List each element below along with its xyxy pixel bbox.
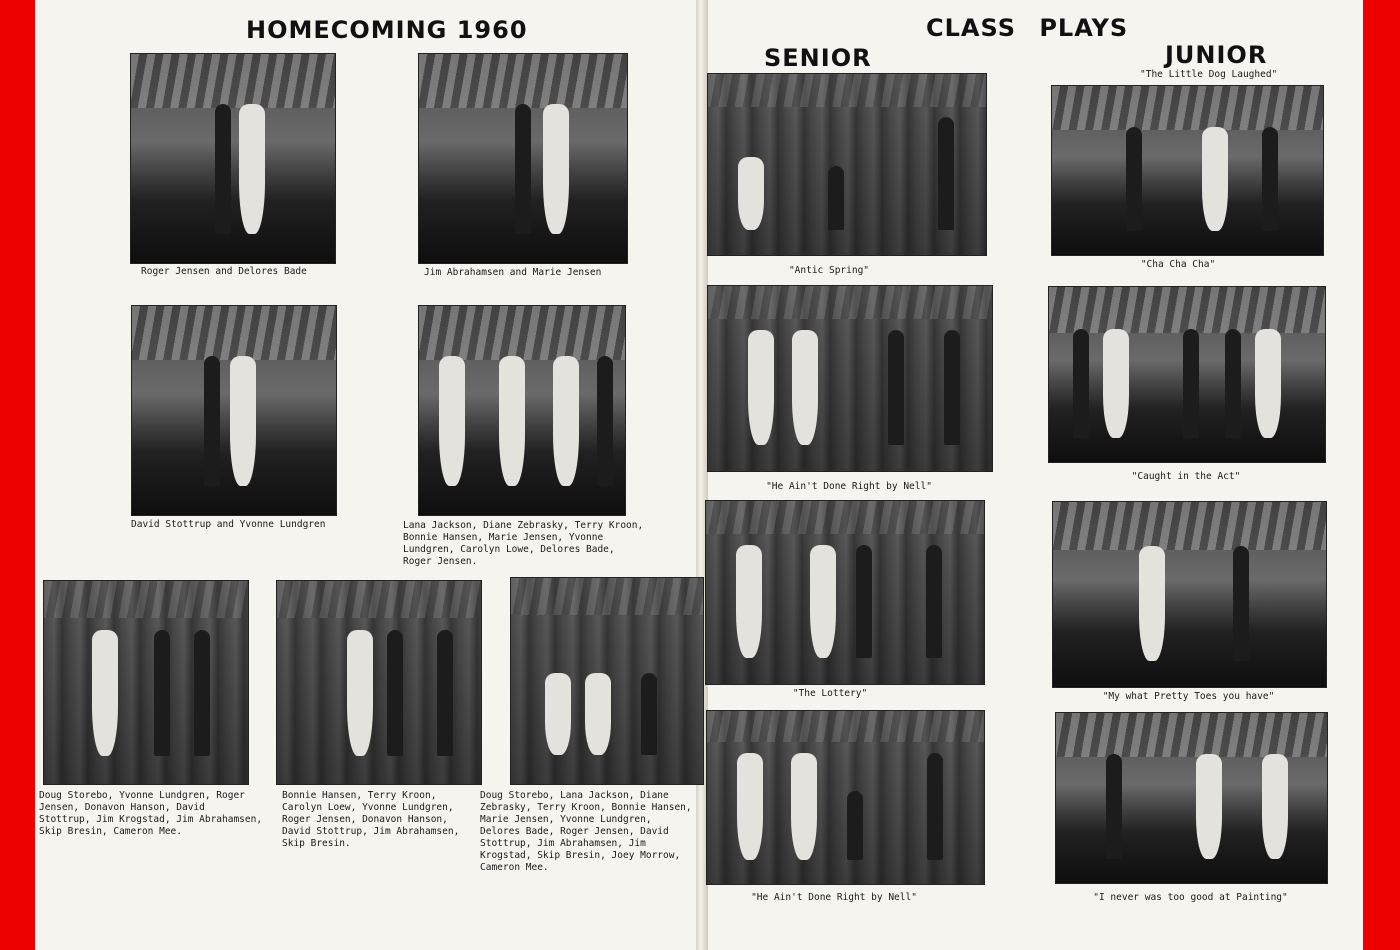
actor-figure <box>1225 329 1241 438</box>
junior-play-subtitle: "The Little Dog Laughed" <box>1140 69 1278 80</box>
senior-play-photo-4 <box>706 710 985 885</box>
suit-figure <box>387 630 403 756</box>
gown-figure <box>92 630 118 756</box>
actor-figure <box>738 157 764 229</box>
actor-figure <box>1126 127 1142 232</box>
homecoming-photo-4 <box>418 305 626 516</box>
gown-figure <box>585 673 611 755</box>
actor-figure <box>737 753 763 860</box>
homecoming-photo-6 <box>276 580 482 785</box>
homecoming-photo-5 <box>43 580 249 785</box>
actor-figure <box>1139 546 1165 661</box>
junior-play-caption-1: "Cha Cha Cha" <box>1140 259 1216 270</box>
homecoming-photo-2 <box>418 53 628 264</box>
suit-figure <box>437 630 453 756</box>
senior-play-caption-2: "He Ain't Done Right by Nell" <box>766 481 932 492</box>
actor-figure <box>1262 754 1288 859</box>
couple-figure <box>215 104 231 234</box>
class-plays-title: CLASS PLAYS <box>926 14 1129 42</box>
senior-play-caption-1: "Antic Spring" <box>788 265 870 276</box>
actor-figure <box>847 791 863 860</box>
actor-figure <box>791 753 817 860</box>
junior-play-caption-2: "Caught in the Act" <box>1131 471 1241 482</box>
homecoming-photo-7 <box>510 577 704 785</box>
gown-figure <box>545 673 571 755</box>
homecoming-caption-2: Jim Abrahamsen and Marie Jensen <box>424 267 602 278</box>
actor-figure <box>828 166 844 229</box>
homecoming-caption-1: Roger Jensen and Delores Bade <box>141 266 307 277</box>
actor-figure <box>938 117 954 229</box>
homecoming-caption-6: Bonnie Hansen, Terry Kroon, Carolyn Loew, Yvonne Lundgren, Roger Jensen, Donavon Hanson, David Stottrup, Jim Abrahamsen, Skip Bresin. <box>282 790 460 849</box>
senior-play-photo-2 <box>707 285 993 472</box>
junior-play-photo-2 <box>1048 286 1326 463</box>
homecoming-photo-1 <box>130 53 336 264</box>
actor-figure <box>1262 127 1278 232</box>
junior-play-photo-3 <box>1052 501 1327 688</box>
homecoming-caption-4: Lana Jackson, Diane Zebrasky, Terry Kroon, Bonnie Hansen, Marie Jensen, Yvonne Lundgren, Carolyn Lowe, Delores Bade, Roger Jensen. <box>403 520 644 567</box>
gown-figure <box>553 356 579 486</box>
gown-figure <box>230 356 256 486</box>
homecoming-caption-7: Doug Storebo, Lana Jackson, Diane Zebrasky, Terry Kroon, Bonnie Hansen, Marie Jensen, Yvonne Lundgren, Delores Bade, Roger Jensen, David Stottrup, Jim Abrahamsen, Jim Krogstad, Skip Bresin, Joey Morrow, Cameron Mee. <box>480 790 692 873</box>
homecoming-caption-3: David Stottrup and Yvonne Lundgren <box>131 519 326 530</box>
gown-figure <box>347 630 373 756</box>
homecoming-title: HOMECOMING 1960 <box>246 16 528 44</box>
gown-figure <box>439 356 465 486</box>
senior-play-caption-4: "He Ain't Done Right by Nell" <box>751 892 917 903</box>
junior-play-caption-4: "I never was too good at Painting" <box>1093 892 1288 903</box>
gown-figure <box>239 104 265 234</box>
suit-figure <box>597 356 613 486</box>
suit-figure <box>194 630 210 756</box>
actor-figure <box>944 330 960 445</box>
suit-figure <box>641 673 657 755</box>
actor-figure <box>792 330 818 445</box>
actor-figure <box>856 545 872 658</box>
senior-play-photo-1 <box>707 73 987 256</box>
junior-heading: JUNIOR <box>1165 41 1268 69</box>
junior-play-caption-3: "My what Pretty Toes you have" <box>1102 691 1275 702</box>
actor-figure <box>1202 127 1228 232</box>
couple-figure <box>515 104 531 234</box>
couple-figure <box>204 356 220 486</box>
actor-figure <box>927 753 943 860</box>
actor-figure <box>1106 754 1122 859</box>
gown-figure <box>543 104 569 234</box>
junior-play-photo-1 <box>1051 85 1324 256</box>
actor-figure <box>888 330 904 445</box>
actor-figure <box>926 545 942 658</box>
actor-figure <box>1183 329 1199 438</box>
junior-play-photo-4 <box>1055 712 1328 884</box>
actor-figure <box>810 545 836 658</box>
suit-figure <box>154 630 170 756</box>
homecoming-photo-3 <box>131 305 337 516</box>
actor-figure <box>736 545 762 658</box>
actor-figure <box>1196 754 1222 859</box>
gown-figure <box>499 356 525 486</box>
senior-heading: SENIOR <box>764 44 872 72</box>
homecoming-caption-5: Doug Storebo, Yvonne Lundgren, Roger Jensen, Donavon Hanson, David Stottrup, Jim Krogstad, Jim Abrahamsen, Skip Bresin, Cameron Mee. <box>39 790 263 837</box>
senior-play-photo-3 <box>705 500 985 685</box>
actor-figure <box>748 330 774 445</box>
actor-figure <box>1233 546 1249 661</box>
senior-play-caption-3: "The Lottery" <box>792 688 868 699</box>
actor-figure <box>1073 329 1089 438</box>
actor-figure <box>1255 329 1281 438</box>
actor-figure <box>1103 329 1129 438</box>
